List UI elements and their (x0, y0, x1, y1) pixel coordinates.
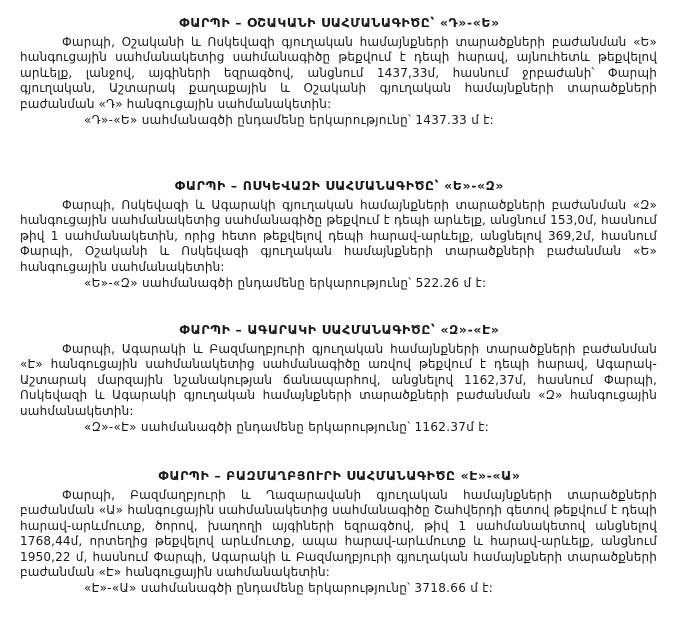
section-paragraph: Փարպի, Օշականի և Ոսկեվազի գյուղական համայնքների տարածքների բաժանման «Ե» հանգուցային սահմանակետից սահմանագիծը թեքվում է դեպի հարավ, այնուհետև թեքվելով արևելք, լանջով, այգիների եզրագծով, անցնում 1437,33մ, հասնում ջրբաժանի՝ Փարպի գյուղական, Աշտարակ քաղաքային և Օշականի գյուղական համայնքների տարածքների բաժանման «Դ» հանգուցային սահմանակետին: (20, 35, 657, 111)
boundary-section-e-a (0, 468, 679, 596)
section-heading: ՓԱՐՊԻ – ՈՍԿԵՎԱԶԻ ՍԱՀՄԱՆԱԳԻԾԸ՝ «Ե»-«Զ» (174, 178, 505, 193)
boundary-section-d-e (0, 15, 679, 128)
total-length-line: «Զ»-«Է» սահմանագծի ընդամենը երկարությունը՝ 1162.37մ է: (84, 420, 490, 435)
section-paragraph: Փարպի, Ոսկեվազի և Ագարակի գյուղական համայնքների տարածքների բաժանման «Զ» հանգուցային սահմանակետից սահմանագիծը թեքվում է դեպի արևելք, անցնում 153,0մ, հասնում թիվ 1 սահմանակետին, որից հետո թեքվելով դեպի հարավ-արևելք, անցնելով 369,2մ, հասնում Փարպի, Օշականի և Ոսկեվազի գյուղական համայնքների տարածքների բաժանման «Ե» հանգուցային սահմանակետին: (20, 198, 657, 274)
section-heading: ՓԱՐՊԻ – ԱԳԱՐԱԿԻ ՍԱՀՄԱՆԱԳԻԾԸ՝ «Զ»-«Է» (179, 322, 500, 337)
section-heading: ՓԱՐՊԻ – ԲԱԶՄԱՂԲՅՈՒՐԻ ՍԱՀՄԱՆԱԳԻԾԸ «Է»-«Ա» (158, 468, 521, 483)
boundary-section-z-e (0, 322, 679, 435)
total-length-line: «Է»-«Ա» սահմանագծի ընդամենը երկարությունը՝ 3718.66 մ է: (84, 581, 494, 596)
total-length-line: «Դ»-«Ե» սահմանագծի ընդամենը երկարությունը՝ 1437.33 մ է: (84, 113, 495, 128)
boundary-section-e-z (0, 178, 679, 291)
section-paragraph: Փարպի, Ագարակի և Բազմաղբյուրի գյուղական համայնքների տարածքների բաժանման «Է» հանգուցային սահմանակետից սահմանագիծը առվով թեքվում է դեպի հարավ, Ագարակ-Աշտարակ մարզային նշանակության ճանապարհով, անցնելով 1162,37մ, հասնում Փարպի, Ոսկեվազի և Ագարակի գյուղական համայնքների տարածքների բաժանման «Զ» հանգուցային սահմանակետին: (20, 342, 657, 418)
section-paragraph: Փարպի, Բազմաղբյուրի և Ղազարավանի գյուղական համայնքների տարածքների բաժանման «Ա» հանգուցային սահմանակետից սահմանագիծը Շահվերդի գետով թեքվում է դեպի հարավ-արևմուտք, ծորով, խաղողի այգիների եզրագծով, թիվ 1 սահմանակետով անցնելով 1768,44մ, որտեղից թեքվելով արևմուտք, ապա հարավ-արևմուտք և հարավ-արևելք, անցնում 1950,22 մ, հասնում Փարպի, Ագարակի և Բազմաղբյուրի գյուղական համայնքների տարածքների բաժանման «Է» հանգուցային սահմանակետին: (20, 488, 657, 580)
section-heading: ՓԱՐՊԻ – ՕՇԱԿԱՆԻ ՍԱՀՄԱՆԱԳԻԾԸ՝ «Դ»-«Ե» (179, 15, 500, 30)
total-length-line: «Ե»-«Զ» սահմանագծի ընդամենը երկարությունը՝ 522.26 մ է: (84, 276, 487, 291)
